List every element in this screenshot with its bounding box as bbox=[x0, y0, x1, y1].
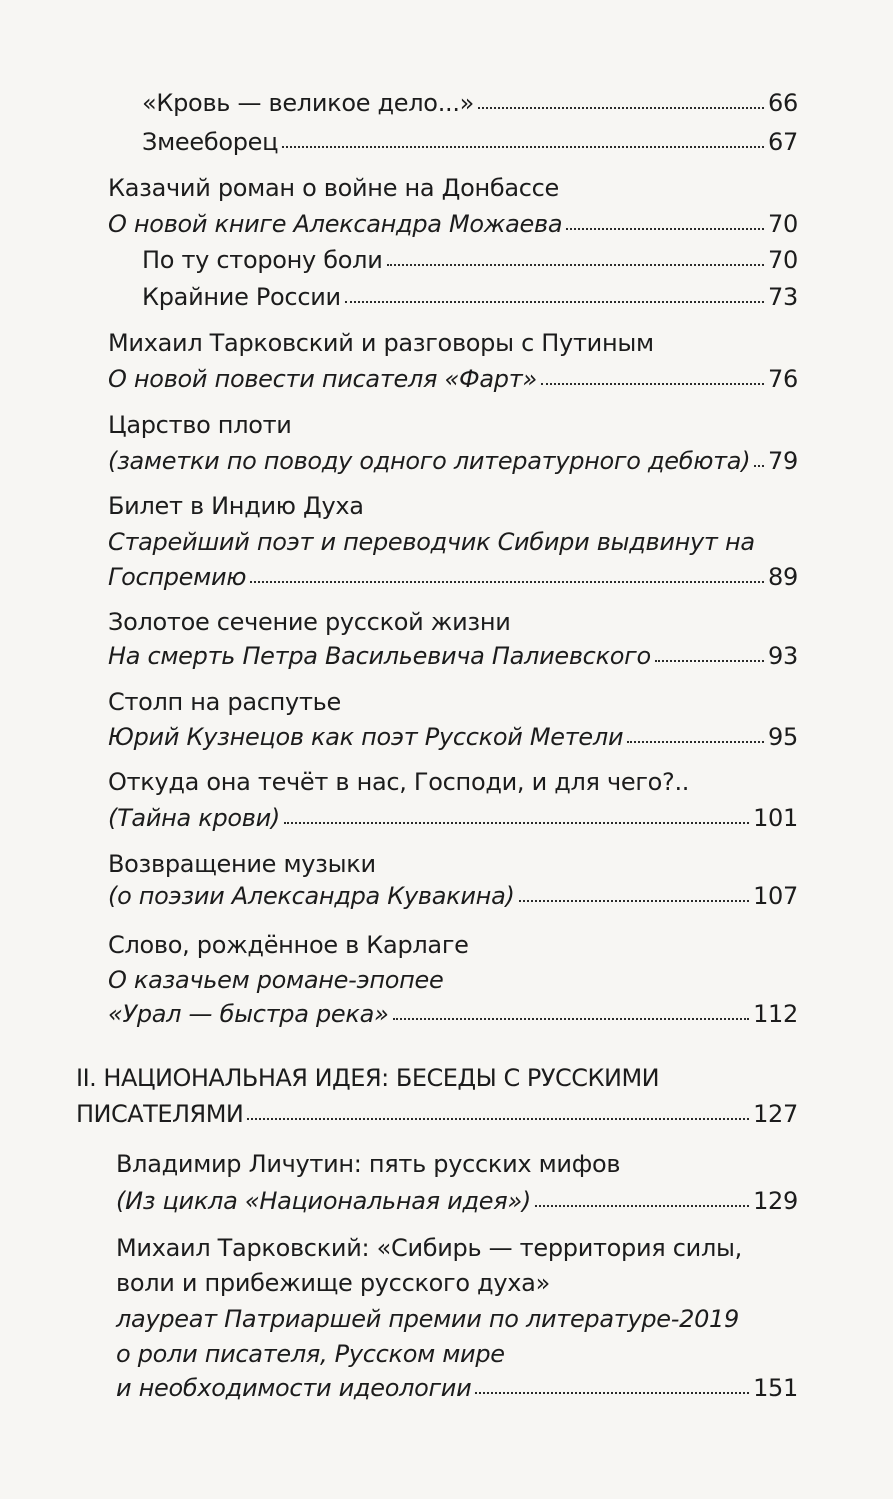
toc-subtitle: и необходимости идеологии bbox=[116, 1374, 472, 1402]
toc-line bbox=[116, 1147, 798, 1181]
leader-dots bbox=[475, 1391, 749, 1394]
toc-page-number: 151 bbox=[753, 1374, 798, 1402]
toc-line bbox=[108, 171, 798, 205]
leader-dots bbox=[519, 899, 750, 902]
toc-page-number: 95 bbox=[768, 723, 798, 751]
leader-dots bbox=[627, 740, 764, 743]
toc-line bbox=[108, 765, 798, 799]
toc-title: Слово, рождённое в Карлаге bbox=[108, 931, 469, 959]
toc-title: Золотое сечение русской жизни bbox=[108, 608, 511, 636]
toc-title: Владимир Личутин: пять русских мифов bbox=[116, 1150, 621, 1178]
toc-line bbox=[108, 326, 798, 360]
leader-dots bbox=[541, 382, 764, 385]
toc-line bbox=[108, 685, 798, 719]
toc-title: Возвращение музыки bbox=[108, 850, 376, 878]
toc-subtitle: о роли писателя, Русском мире bbox=[116, 1340, 505, 1368]
toc-line bbox=[108, 408, 798, 442]
leader-dots bbox=[345, 300, 764, 303]
toc-line bbox=[108, 639, 798, 673]
leader-dots bbox=[393, 1017, 750, 1020]
toc-subtitle: «Урал — быстра река» bbox=[108, 1000, 389, 1028]
toc-line bbox=[116, 1302, 798, 1336]
leader-dots bbox=[282, 145, 764, 148]
toc-subtitle: О новой книге Александра Можаева bbox=[108, 210, 563, 238]
leader-dots bbox=[566, 227, 764, 230]
toc-title: Михаил Тарковский и разговоры с Путиным bbox=[108, 329, 654, 357]
toc-line bbox=[108, 207, 798, 241]
toc-line bbox=[108, 997, 798, 1031]
toc-title: Крайние России bbox=[142, 283, 341, 311]
toc-line bbox=[116, 1184, 798, 1218]
toc-page-number: 66 bbox=[768, 89, 798, 117]
leader-dots bbox=[535, 1204, 749, 1207]
toc-subtitle: О новой повести писателя «Фарт» bbox=[108, 365, 537, 393]
toc-line bbox=[116, 1231, 798, 1265]
toc-subtitle: (Тайна крови) bbox=[108, 804, 280, 832]
toc-section-title: II. НАЦИОНАЛЬНАЯ ИДЕЯ: БЕСЕДЫ С РУССКИМИ bbox=[76, 1064, 660, 1092]
toc-title: По ту сторону боли bbox=[142, 246, 383, 274]
toc-line bbox=[116, 1266, 798, 1300]
toc-page-number: 79 bbox=[768, 447, 798, 475]
toc-page-number: 101 bbox=[753, 804, 798, 832]
toc-line bbox=[142, 280, 798, 314]
toc-line bbox=[108, 362, 798, 396]
toc-line bbox=[108, 801, 798, 835]
toc-title: Царство плоти bbox=[108, 411, 292, 439]
toc-section-heading bbox=[76, 1097, 798, 1131]
toc-section-title: ПИСАТЕЛЯМИ bbox=[76, 1100, 244, 1128]
toc-line bbox=[116, 1371, 798, 1405]
leader-dots bbox=[754, 464, 764, 467]
toc-title: Столп на распутье bbox=[108, 688, 341, 716]
toc-subtitle: О казачьем романе-эпопее bbox=[108, 966, 444, 994]
toc-page-number: 70 bbox=[768, 246, 798, 274]
leader-dots bbox=[655, 659, 764, 662]
toc-section-heading bbox=[76, 1061, 798, 1095]
toc-page-number: 89 bbox=[768, 563, 798, 591]
toc-subtitle: Юрий Кузнецов как поэт Русской Метели bbox=[108, 723, 624, 751]
toc-line bbox=[108, 489, 798, 523]
leader-dots bbox=[284, 821, 749, 824]
toc-page-number: 112 bbox=[753, 1000, 798, 1028]
toc-subtitle: (Из цикла «Национальная идея») bbox=[116, 1187, 531, 1215]
toc-subtitle: лауреат Патриаршей премии по литературе-2019 bbox=[116, 1305, 739, 1333]
toc-subtitle: Старейший поэт и переводчик Сибири выдвинут на bbox=[108, 528, 755, 556]
toc-line bbox=[108, 560, 798, 594]
toc-title: Откуда она течёт в нас, Господи, и для чего?.. bbox=[108, 768, 690, 796]
leader-dots bbox=[478, 106, 764, 109]
toc-title: Михаил Тарковский: «Сибирь — территория силы, bbox=[116, 1234, 742, 1262]
toc-line bbox=[108, 605, 798, 639]
toc-line bbox=[108, 847, 798, 881]
toc-title: «Кровь — великое дело...» bbox=[142, 89, 475, 117]
toc-line bbox=[108, 720, 798, 754]
toc-line bbox=[108, 963, 798, 997]
toc-subtitle: Госпремию bbox=[108, 563, 247, 591]
toc-page-number: 73 bbox=[768, 283, 798, 311]
toc-page-number: 76 bbox=[768, 365, 798, 393]
toc-line bbox=[142, 86, 798, 120]
toc-line bbox=[116, 1337, 798, 1371]
toc-title: Казачий роман о войне на Донбассе bbox=[108, 174, 560, 202]
toc-subtitle: (о поэзии Александра Кувакина) bbox=[108, 882, 515, 910]
toc-title: Змееборец bbox=[142, 128, 279, 156]
toc-page-number: 93 bbox=[768, 642, 798, 670]
leader-dots bbox=[250, 580, 764, 583]
toc-line bbox=[108, 444, 798, 478]
toc-line bbox=[108, 525, 798, 559]
toc-subtitle: На смерть Петра Васильевича Палиевского bbox=[108, 642, 651, 670]
toc-page-number: 67 bbox=[768, 128, 798, 156]
toc-line bbox=[142, 243, 798, 277]
toc-page-number: 129 bbox=[753, 1187, 798, 1215]
toc-page-number: 70 bbox=[768, 210, 798, 238]
toc-page-number: 127 bbox=[753, 1100, 798, 1128]
leader-dots bbox=[247, 1117, 749, 1120]
toc-line bbox=[108, 928, 798, 962]
toc-line bbox=[142, 125, 798, 159]
toc-subtitle: (заметки по поводу одного литературного дебюта) bbox=[108, 447, 751, 475]
toc-line bbox=[108, 879, 798, 913]
toc-title: Билет в Индию Духа bbox=[108, 492, 364, 520]
toc-page-number: 107 bbox=[753, 882, 798, 910]
toc-title: воли и прибежище русского духа» bbox=[116, 1269, 550, 1297]
leader-dots bbox=[387, 263, 765, 266]
